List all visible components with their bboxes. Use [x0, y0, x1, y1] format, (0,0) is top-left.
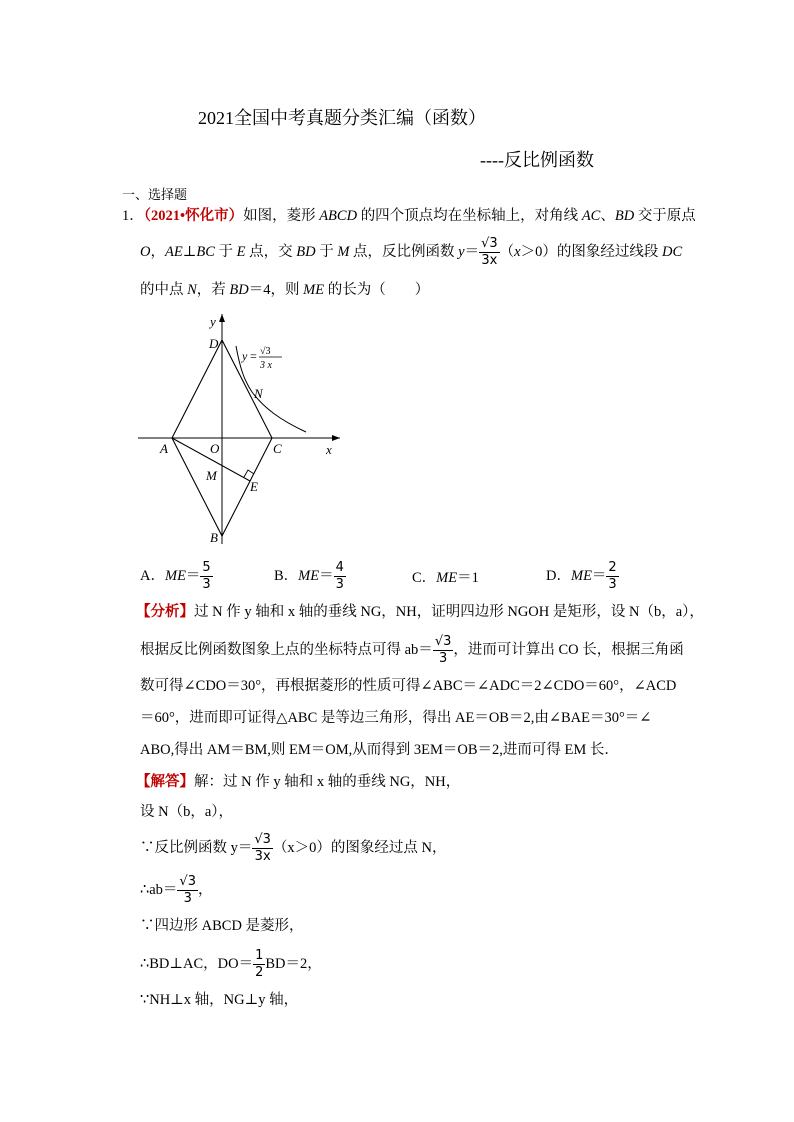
rhombus-figure — [130, 308, 350, 548]
solution-line-2: 设 N（b，a）， — [140, 804, 234, 820]
analysis-line-1: 【分析】过 N 作 y 轴和 x 轴的垂线 NG，NH，证明四边形 NGOH 是矩形，设 N（b，a）， — [136, 604, 704, 620]
question-line-1: 1．（2021•怀化市）如图，菱形 ABCD 的四个顶点均在坐标轴上，对角线 AC、BD 交于原点 — [122, 208, 696, 224]
fn-label-y: y — [242, 349, 248, 363]
analysis-line-2: 根据反比例函数图象上点的坐标特点可得 ab＝ $\frac{√3}{3}$ ，进而可计算出 CO 长，根据三角函 — [140, 634, 684, 666]
question-line-3: 的中点 N，若 BD＝4，则 ME 的长为（ ） — [140, 282, 430, 298]
option-c[interactable]: C．ME＝1 — [412, 570, 479, 586]
fraction: $\frac{2}{3}$ — [608, 560, 617, 592]
option-b[interactable]: B．ME＝ $\frac{4}{3}$ — [274, 560, 344, 592]
x-axis-arrow — [332, 435, 340, 441]
label-y: y — [210, 314, 216, 329]
label-d: D — [209, 336, 219, 351]
question-line-2: O，AE⊥BC 于 E 点，交 BD 于 M 点，反比例函数 y＝ $\frac{√3}{3x}$ （x＞0）的图象经过线段 DC — [140, 236, 683, 268]
solution-line-1: 【解答】解：过 N 作 y 轴和 x 轴的垂线 NG，NH， — [136, 774, 461, 790]
label-m: M — [206, 468, 217, 483]
label-o: O — [210, 441, 220, 456]
label-b: B — [210, 530, 218, 545]
option-d[interactable]: D．ME＝ $\frac{2}{3}$ — [546, 560, 617, 592]
fn-label-eq: = — [250, 349, 257, 363]
fraction: $\frac{1}{2}$ — [255, 948, 264, 980]
fraction: $\frac{4}{3}$ — [335, 560, 344, 592]
solution-line-3: ∵反比例函数 y＝ $\frac{√3}{3x}$ （x＞0）的图象经过点 N， — [140, 832, 447, 864]
solution-line-7: ∵NH⊥x 轴，NG⊥y 轴， — [140, 992, 299, 1008]
label-c: C — [273, 441, 282, 456]
page-subtitle: ----反比例函数 — [480, 150, 594, 170]
option-a[interactable]: A．ME＝ $\frac{5}{3}$ — [140, 560, 211, 592]
solution-line-4: ∴ab＝ $\frac{√3}{3}$ ， — [140, 874, 213, 906]
y-axis-arrow — [219, 314, 225, 322]
fn-label-den: 3 x — [260, 360, 272, 371]
section-heading: 一、选择题 — [122, 187, 188, 202]
question-source: （2021•怀化市） — [143, 208, 244, 224]
fraction: $\frac{√3}{3x}$ — [254, 832, 271, 864]
label-n: N — [254, 386, 263, 401]
analysis-line-3: 数可得∠CDO＝30°，再根据菱形的性质可得∠ABC＝∠ADC＝2∠CDO＝60°，∠ACD — [140, 678, 677, 694]
analysis-tag: 【分析】 — [136, 604, 194, 620]
solution-tag: 【解答】 — [136, 774, 194, 790]
label-a: A — [160, 441, 168, 456]
fn-label-num: √3 — [260, 346, 271, 357]
solution-line-6: ∴BD⊥AC，DO＝ $\frac{1}{2}$ BD＝2， — [140, 948, 322, 980]
fraction: $\frac{√3}{3}$ — [179, 874, 196, 906]
analysis-line-4: ＝60°，进而即可证得△ABC 是等边三角形，得出 AE＝OB＝2,由∠BAE＝30°＝∠ — [140, 710, 652, 726]
fraction: $\frac{5}{3}$ — [202, 560, 211, 592]
fraction: $\frac{√3}{3x}$ — [481, 236, 498, 268]
label-x: x — [326, 442, 332, 457]
fraction: $\frac{√3}{3}$ — [434, 634, 452, 666]
analysis-line-5: ABO,得出 AM＝BM,则 EM＝OM,从而得到 3EM＝OB＝2,进而可得 EM 长． — [140, 742, 619, 758]
solution-line-5: ∵四边形 ABCD 是菱形， — [140, 918, 304, 934]
page-title: 2021全国中考真题分类汇编（函数） — [198, 108, 486, 128]
label-e: E — [250, 479, 258, 494]
